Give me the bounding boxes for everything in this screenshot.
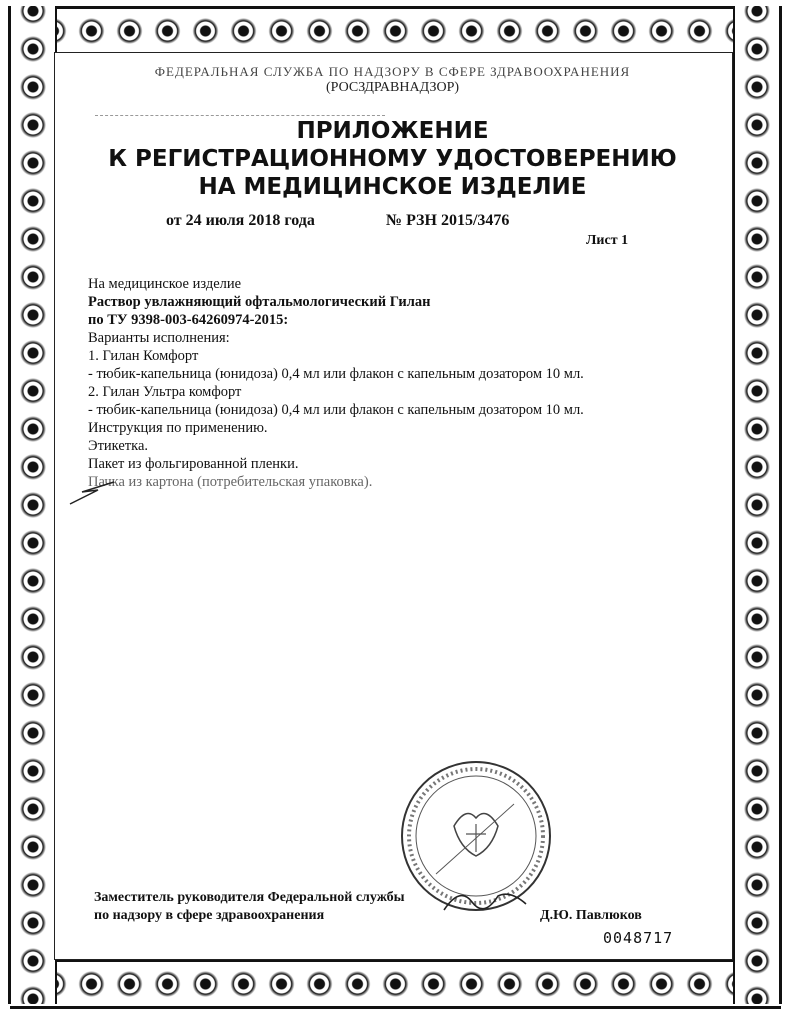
certificate-number: № РЗН 2015/3476	[386, 212, 510, 229]
ornamental-border-top	[10, 6, 781, 55]
item-package: Пакет из фольгированной пленки.	[88, 456, 299, 472]
ornamental-border-bottom	[10, 960, 781, 1009]
signatory-title-line1: Заместитель руководителя Федеральной службы	[94, 890, 405, 905]
ornamental-border-left	[8, 6, 57, 1004]
ornamental-border-right	[733, 6, 782, 1004]
product-spec: по ТУ 9398-003-64260974-2015:	[88, 312, 289, 328]
divider	[95, 115, 385, 116]
serial-number: 0048717	[603, 929, 674, 947]
certificate-date: от 24 июля 2018 года	[166, 212, 315, 229]
item-label: Этикетка.	[88, 438, 149, 454]
signatory-name: Д.Ю. Павлюков	[540, 908, 642, 923]
document-subtitle-2: НА МЕДИЦИНСКОЕ ИЗДЕЛИЕ	[198, 174, 587, 200]
signatory-title-line2: по надзору в сфере здравоохранения	[94, 908, 325, 923]
document-title: ПРИЛОЖЕНИЕ	[296, 118, 489, 144]
agency-abbreviation: (РОСЗДРАВНАДЗОР)	[325, 80, 460, 95]
agency-name: ФЕДЕРАЛЬНАЯ СЛУЖБА ПО НАДЗОРУ В СФЕРЕ ЗДРАВООХРАНЕНИЯ	[154, 64, 631, 79]
item-instruction: Инструкция по применению.	[88, 420, 268, 436]
variant-2-detail: - тюбик-капельница (юнидоза) 0,4 мл или флакон с капельным дозатором 10 мл.	[88, 402, 584, 418]
variants-label: Варианты исполнения:	[88, 330, 230, 346]
appendix-content	[88, 275, 708, 491]
handwritten-mark-icon	[68, 478, 118, 508]
sheet-number: Лист 1	[586, 233, 629, 248]
document-subtitle: К РЕГИСТРАЦИОННОМУ УДОСТОВЕРЕНИЮ	[108, 146, 677, 172]
variant-1: 1. Гилан Комфорт	[88, 348, 199, 364]
item-box: Пачка из картона (потребительская упаковка).	[88, 474, 373, 490]
intro-line: На медицинское изделие	[88, 276, 242, 292]
variant-1-detail: - тюбик-капельница (юнидоза) 0,4 мл или флакон с капельным дозатором 10 мл.	[88, 366, 584, 382]
variant-2: 2. Гилан Ультра комфорт	[88, 384, 242, 400]
signature-icon	[440, 880, 530, 920]
product-name: Раствор увлажняющий офтальмологический Гилан	[88, 294, 431, 310]
